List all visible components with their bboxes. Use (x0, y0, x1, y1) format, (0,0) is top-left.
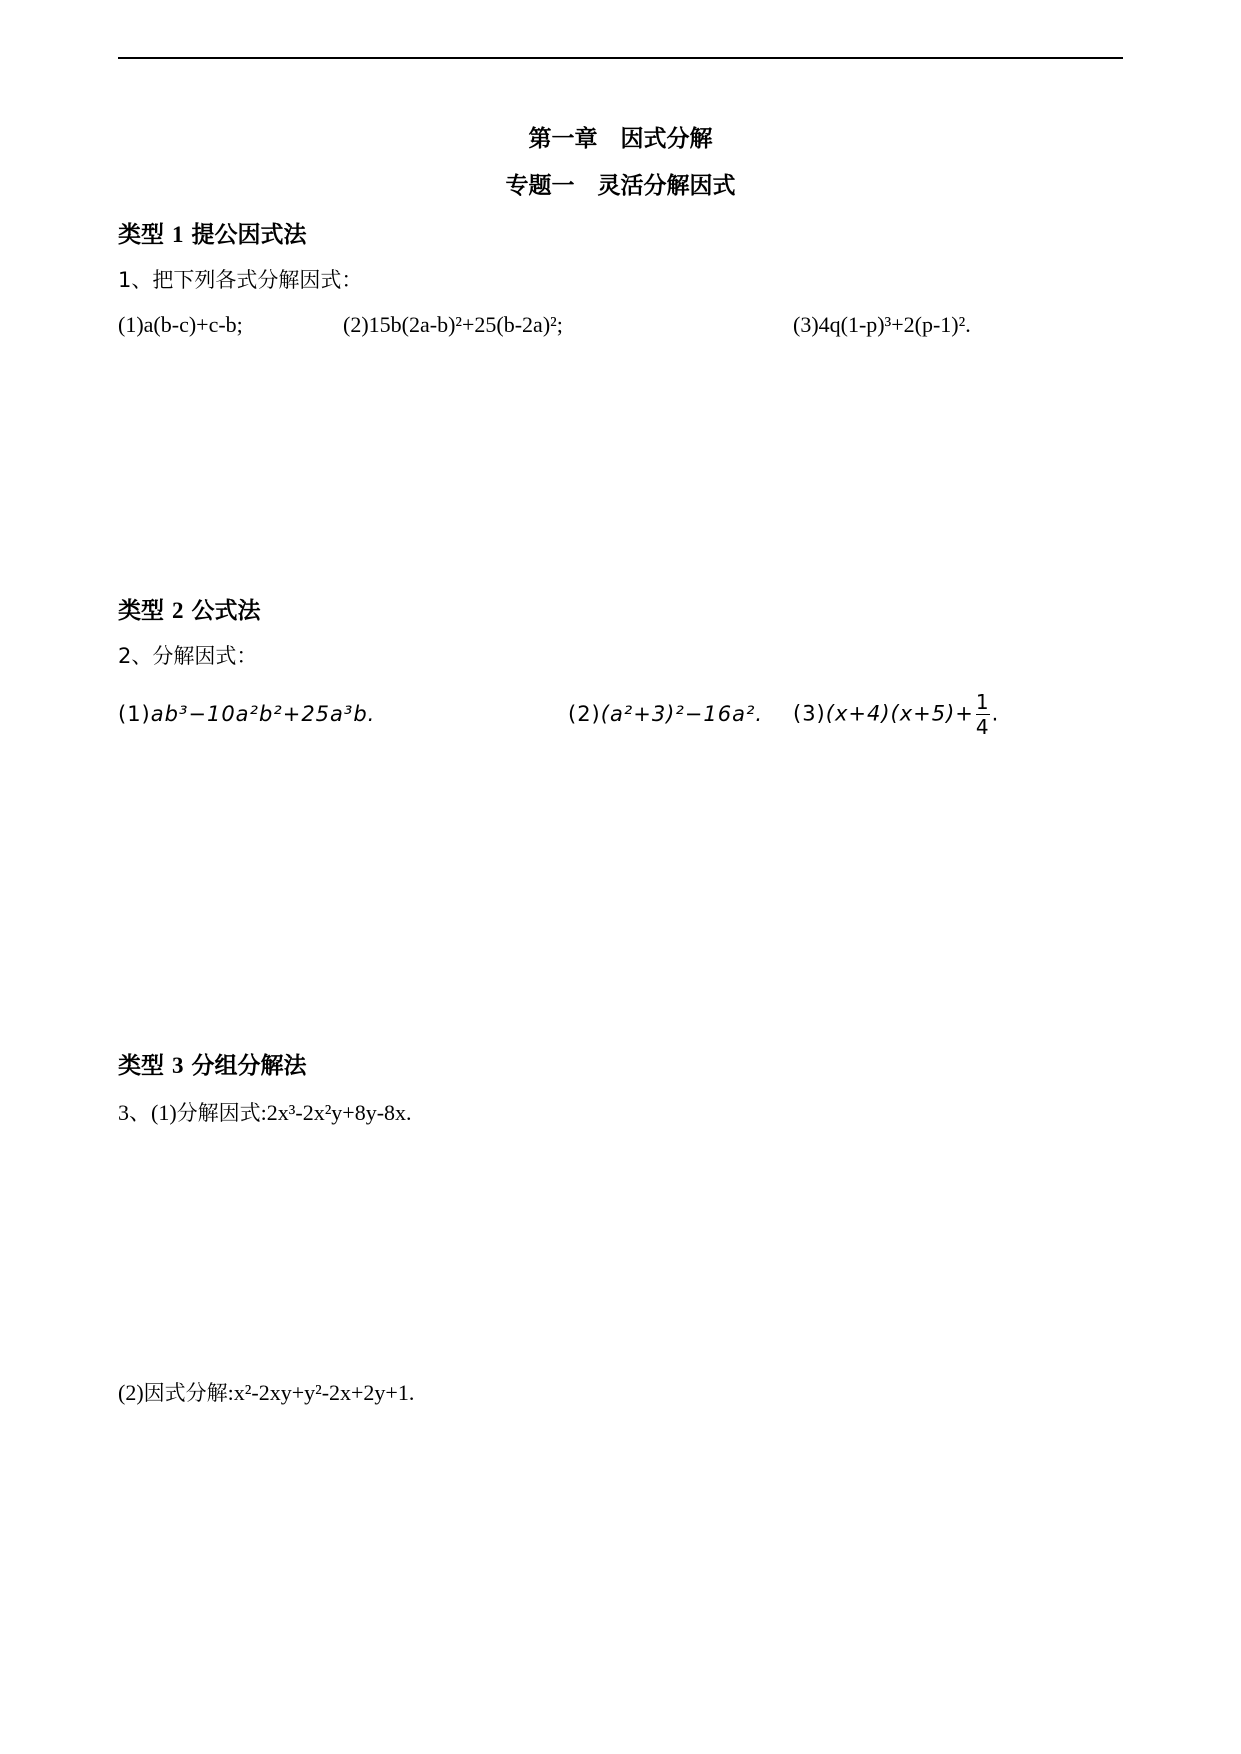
q2-item-3 (793, 690, 999, 739)
item-expression: (a²+3)²−16a². (600, 702, 764, 726)
fraction (976, 690, 990, 739)
q-instruction: 分解因式 (176, 1101, 261, 1125)
heading-name: 提公因式法 (191, 222, 307, 248)
chapter-title: 第一章 因式分解 (528, 126, 713, 152)
q1-item-1: (1)a(b-c)+c-b; (118, 312, 243, 337)
heading-prefix: 类型 (118, 1053, 164, 1079)
heading-name: 分组分解法 (191, 1053, 307, 1079)
section-heading-type3 (118, 1047, 307, 1080)
heading-number: 2 (172, 598, 184, 623)
heading-number: 3 (172, 1053, 184, 1078)
q-instruction: 因式分解 (143, 1381, 228, 1405)
topic-title: 专题一 灵活分解因式 (505, 173, 736, 199)
q-prefix: 3、(1) (118, 1100, 177, 1125)
item-expression: (x+4)(x+5)+ (825, 701, 974, 726)
heading-prefix: 类型 (118, 222, 164, 248)
heading-number: 1 (172, 222, 184, 247)
question-1: 1、把下列各式分解因式： (118, 268, 363, 292)
q1-item-3: (3)4q(1-p)³+2(p-1)². (793, 312, 971, 337)
item-label: (3) (793, 701, 826, 726)
item-label: (2) (568, 702, 601, 726)
section-heading-type1 (118, 216, 307, 249)
section-heading-type2 (118, 592, 261, 625)
fraction-denominator: 4 (975, 715, 990, 739)
q-expression: :2x³-2x²y+8y-8x. (260, 1100, 412, 1125)
q1-item-2: (2)15b(2a-b)²+25(b-2a)²; (343, 312, 563, 337)
question-3-part-1 (118, 1096, 412, 1127)
q-prefix: (2) (118, 1380, 144, 1405)
fraction-numerator: 1 (975, 690, 990, 714)
heading-prefix: 类型 (118, 598, 164, 624)
item-expression: ab³−10a²b²+25a³b. (150, 702, 376, 726)
question-3-part-2 (118, 1377, 414, 1407)
item-end: . (991, 701, 1000, 726)
question-2: 2、分解因式： (118, 644, 258, 668)
q2-item-2 (568, 702, 763, 726)
q2-item-1 (118, 702, 375, 726)
header-rule (118, 57, 1123, 59)
item-label: (1) (118, 702, 151, 726)
heading-name: 公式法 (191, 598, 261, 624)
q-expression: :x²-2xy+y²-2x+2y+1. (227, 1380, 415, 1405)
